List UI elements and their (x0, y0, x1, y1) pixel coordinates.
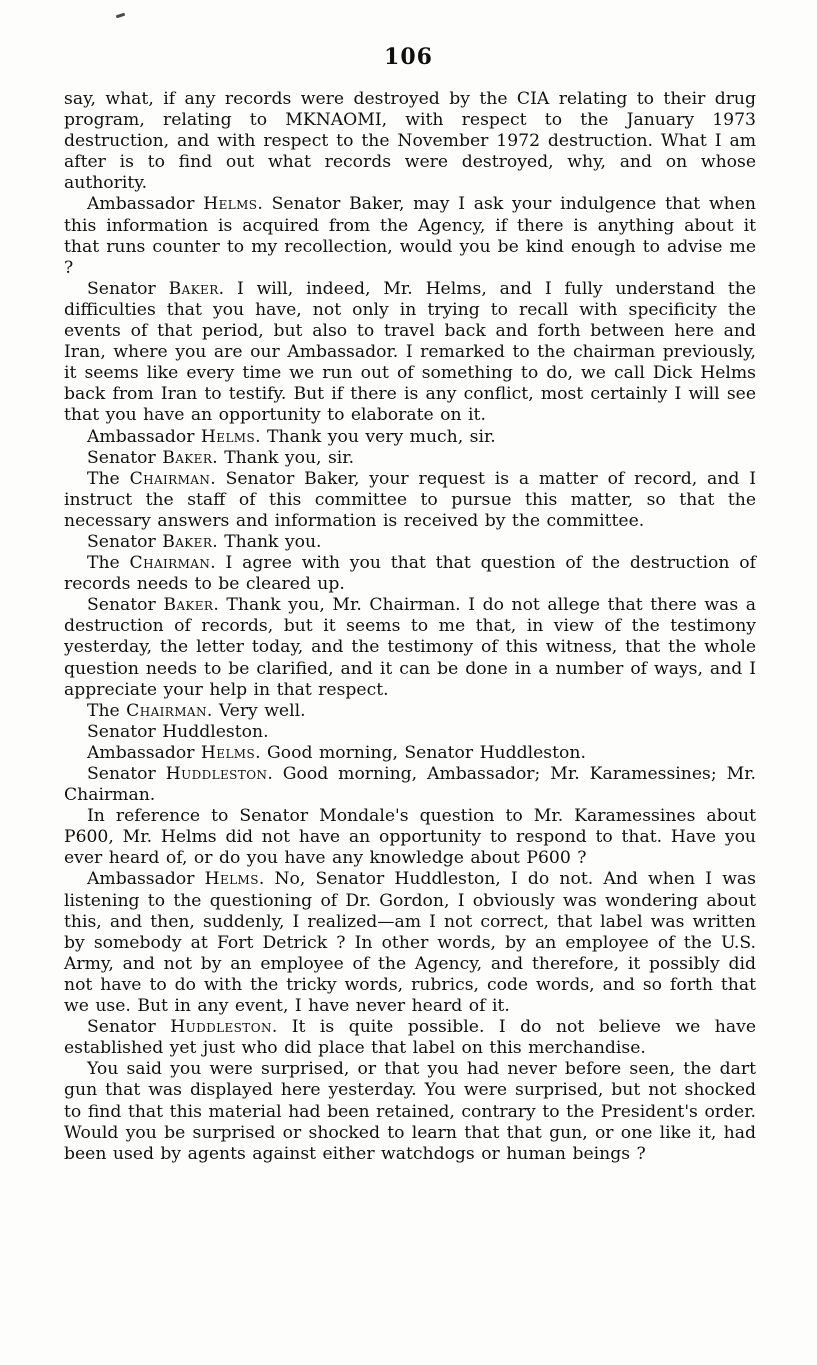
paragraph-text: Senator (87, 278, 169, 299)
paragraph-text: . I agree with you that that question of the destruction of records needs to be cleared up. (64, 553, 756, 595)
speaker-name: Chairman (129, 468, 211, 489)
speaker-name: Huddleston (170, 1017, 272, 1038)
paragraph-text: Senator (87, 531, 163, 552)
speaker-name: Helms (200, 426, 256, 447)
paragraph-text: The (87, 468, 130, 489)
paragraph (64, 469, 756, 532)
paragraph (64, 743, 756, 764)
page-body (64, 89, 756, 1165)
paragraph (64, 1059, 756, 1164)
paragraph-text: . I will, indeed, Mr. Helms, and I fully understand the difficulties that you have, not only in trying to recall with specificity the events of that period, but also to travel back and forth between here and Iran, where you are our Ambassador. I remarked to the chairman previously, it seems like every time we run out of something to do, we call Dick Helms back from Iran to testify. But if there is any conflict, most certainly I will see that you have an opportunity to elaborate on it. (64, 278, 757, 426)
paragraph (64, 89, 756, 194)
paragraph-text: . Senator Baker, may I ask your indulgence that when this information is acquired from the Agency, if there is anything about it that runs counter to my recollection, would you be kind enough to advise me ? (64, 194, 756, 278)
paragraph-text: The (87, 553, 130, 574)
paragraph (64, 1017, 756, 1059)
speaker-name: Chairman (126, 700, 207, 721)
speaker-name: Helms (204, 869, 259, 890)
paragraph (64, 194, 756, 278)
paragraph-text: You said you were surprised, or that you had never before seen, the dart gun that was displayed here yesterday. You were surprised, but not shocked to find that this material had been retained, contrary to the President's order. Would you be surprised or shocked to learn that that gun, or one like it, had been used by agents against either watchdogs or human beings ? (64, 1059, 756, 1164)
paragraph-text: Ambassador (87, 742, 201, 763)
paragraph-text: . Senator Baker, your request is a matter of record, and I instruct the staff of this committee to pursue this matter, so that the necessary answers and information is received by the committee. (64, 468, 756, 531)
paragraph-text: Senator (87, 595, 164, 616)
page-number: 106 (384, 44, 433, 70)
speaker-name: Chairman (129, 553, 211, 574)
paragraph (64, 427, 756, 448)
paragraph-text: . Thank you very much, sir. (255, 426, 496, 447)
speaker-name: Baker (163, 595, 214, 616)
speaker-name: Baker (162, 531, 213, 552)
paragraph-text: . Thank you, Mr. Chairman. I do not allege that there was a destruction of records, but it seems to me that, in view of the testimony yesterday, the letter today, and the testimony of this witness, that the whole question needs to be clarified, and it can be done in a number of ways, and I appreciate your help in that respect. (64, 595, 756, 700)
paragraph-text: Senator Huddleston. (87, 721, 269, 742)
paragraph-text: . Very well. (206, 700, 306, 721)
speaker-name: Helms (200, 742, 256, 763)
paragraph-text: Ambassador (87, 426, 201, 447)
paragraph-text: . No, Senator Huddleston, I do not. And when I was listening to the questioning of Dr. Gordon, I obviously was wondering about this, and then, suddenly, I realized—am I not correct, that label was written by somebody at Fort Detrick ? In other words, by an employee of the U.S. Army, and not by an employee of the Agency, and therefore, it possibly did not have to do with the tricky words, rubrics, code words, and so forth that we use. But in any event, I have never heard of it. (64, 869, 756, 1017)
speaker-name: Baker (162, 447, 213, 468)
paragraph-text: Senator (87, 764, 166, 784)
paragraph-text: The (87, 700, 127, 721)
paragraph-text: Ambassador (87, 194, 204, 215)
speaker-name: Helms (203, 194, 258, 215)
paragraph-text: . Good morning, Senator Huddleston. (255, 742, 586, 763)
paragraph (64, 701, 756, 722)
paragraph (64, 595, 756, 700)
speaker-name: Huddleston (165, 764, 268, 784)
paragraph (64, 532, 756, 553)
paragraph-text: . Thank you, sir. (212, 447, 355, 468)
paragraph (64, 806, 756, 869)
speaker-name: Baker (168, 278, 219, 299)
paragraph (64, 279, 756, 427)
paragraph-text: . Thank you. (212, 531, 322, 552)
paragraph-text: . Good morning, Ambassador; Mr. Karamessines; Mr. Chairman. (64, 764, 756, 806)
paragraph-text: Senator (87, 447, 163, 468)
paragraph-text: Senator (87, 1017, 171, 1038)
paragraph (64, 722, 756, 743)
paragraph-text: Ambassador (87, 869, 205, 890)
paragraph-text: In reference to Senator Mondale's question to Mr. Karamessines about P600, Mr. Helms did not have an opportunity to respond to that. Have you ever heard of, or do you have any knowledge about P600 ? (64, 806, 756, 869)
paragraph (64, 869, 756, 1017)
paragraph (64, 764, 756, 806)
scan-artifact-mark (116, 13, 125, 19)
paragraph (64, 448, 756, 469)
paragraph (64, 553, 756, 595)
paragraph-text: say, what, if any records were destroyed by the CIA relating to their drug program, relating to MKNAOMI, with respect to the January 1973 destruction, and with respect to the November 1972 destruction. What I am after is to find out what records were destroyed, why, and on whose authority. (64, 89, 756, 194)
paragraph-text: . It is quite possible. I do not believe we have established yet just who did place that label on this merchandise. (64, 1017, 756, 1059)
